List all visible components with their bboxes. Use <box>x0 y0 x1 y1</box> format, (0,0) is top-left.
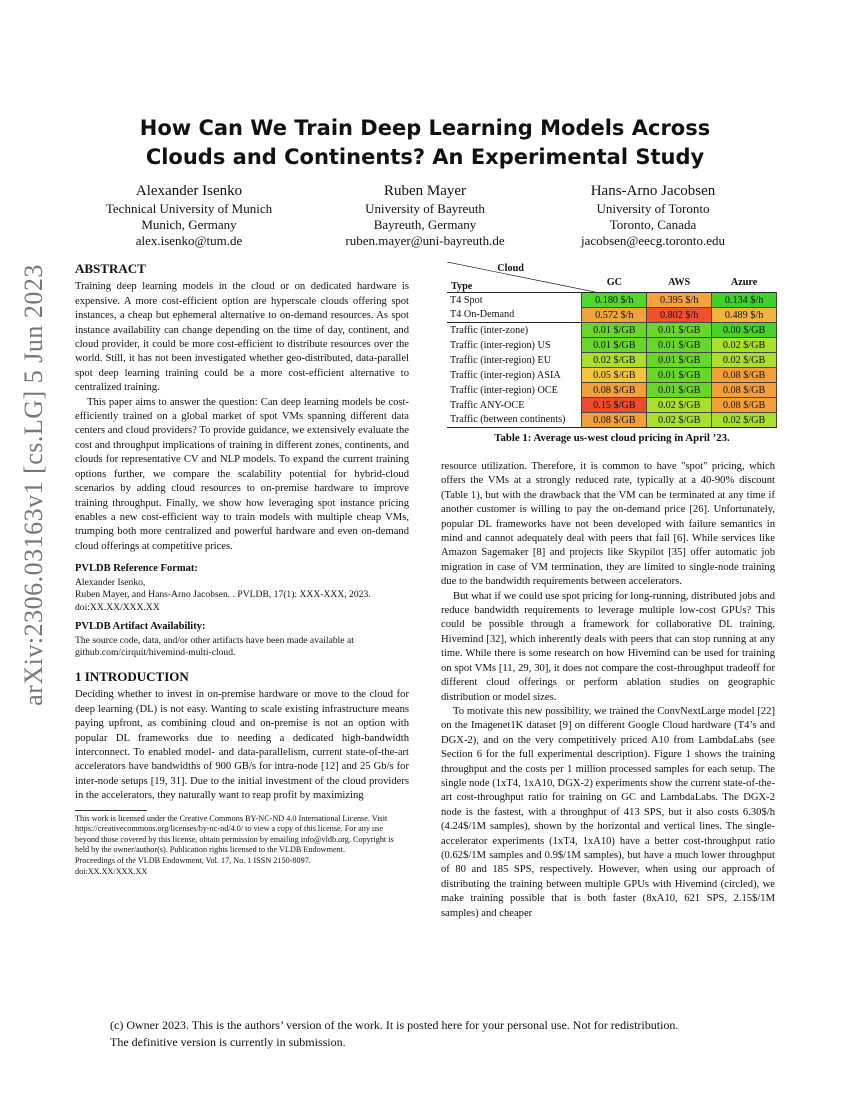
abstract-heading: ABSTRACT <box>75 261 146 276</box>
price-cell: 0.05 $/GB <box>582 368 647 383</box>
author-location: Bayreuth, Germany <box>373 217 477 232</box>
price-cell: 0.01 $/GB <box>582 338 647 353</box>
price-cell: 0.02 $/GB <box>582 353 647 368</box>
introduction-heading: 1 INTRODUCTION <box>75 668 189 684</box>
row-label: Traffic (inter-region) EU <box>450 354 552 366</box>
author-block-2 <box>300 183 550 249</box>
right-paragraph-2: But what if we could use spot pricing for long-running, distributed jobs and reduce bandwidth requirements to leverage multiple low-cost GPUs? This could be possible through a framework for collaborative DL training, Hivemind [32], which inherently deals with peers that can stop running at any time. While there is some research on how Hivemind can be used for training on spot VMs [11, 29, 30], it does not compare the cost-throughput tradeoff for different cloud offerings or perform ablation studies on geographic distribution or model sizes. <box>441 590 775 703</box>
license-footnote: This work is licensed under the Creative Commons BY-NC-ND 4.0 International License. Visit https://creativecommons.org/licenses/by-nc-nd/4.0/ to view a copy of this license. For any use beyond those covered by this license, obtain permission by emailing info@vldb.org. Copyright is held by the owner/author(s). Publication rights licensed to the VLDB Endowment. <box>75 813 394 855</box>
left-column <box>75 262 409 877</box>
table-body <box>447 293 777 428</box>
row-label: Traffic ANY-OCE <box>450 399 525 411</box>
introduction-paragraph-1: Deciding whether to invest in on-premise hardware or move to the cloud for deep learning (DL) is not easy. Wanting to scale existing infrastructure means paying upfront, as combining cloud and on-premise is not an option with popular DL frameworks due to needing a dedicated high-bandwidth interconnect. To enabled model- and data-parallelism, current state-of-the-art accelerators have bandwidths of 900 GB/s for intra-node [12] and 25 Gb/s for inter-node setups [19, 31]. Due to the initial investment of the cloud providers in the accelerators, they naturally want to reap profit by maximizing <box>75 689 409 802</box>
table-row <box>447 398 777 413</box>
table-corner-cell <box>447 262 582 293</box>
table-row <box>447 338 777 353</box>
price-cell: 0.572 $/h <box>582 308 647 323</box>
author-name: Ruben Mayer <box>383 183 467 199</box>
bottom-notice-line-2: The definitive version is currently in submission. <box>110 1035 346 1049</box>
author-email[interactable]: ruben.mayer@uni-bayreuth.de <box>345 233 505 248</box>
pricing-table-figure <box>447 262 777 444</box>
price-cell: 0.01 $/GB <box>582 323 647 338</box>
price-cell: 0.02 $/GB <box>712 353 777 368</box>
row-label: Traffic (inter-zone) <box>447 323 582 338</box>
price-cell: 0.489 $/h <box>712 308 777 323</box>
abstract-paragraph-2: This paper aims to answer the question: Can deep learning models be cost-efficiently trained on a global market of spot VMs spanning different data centers and cloud providers? To provide guidance, we extensively evaluate the cost and throughput implications of training in different zones, continents, and clouds for representative CV and NLP models. To expand the current training options further, we compare the scalability potential for hybrid-cloud scenarios by adding cloud resources to on-premise hardware to improve training throughput. Finally, we show how leveraging spot instance pricing enables a new cost-efficient way to train models with multiple cheap VMs, trumping both more centralized and powerful hardware and even on-demand cloud offerings at competitive prices. <box>75 396 409 552</box>
author-email[interactable]: alex.isenko@tum.de <box>135 233 243 248</box>
price-cell: 0.02 $/GB <box>647 398 712 413</box>
price-cell: 0.02 $/GB <box>712 413 777 428</box>
table-row <box>447 323 777 338</box>
corner-label-type: Type <box>451 281 473 292</box>
column-header: GC <box>606 277 622 288</box>
table-row <box>447 368 777 383</box>
right-paragraph-1: resource utilization. Therefore, it is common to have "spot" pricing, which offers the VMs at a strongly reduced rate, typically at a 40-90% discount (Table 1), but with the drawback that the VM can be terminated at any time if another customer is willing to pay the on-demand price [26]. Unfortunately, popular DL frameworks have not been developed with failure semantics in mind and cannot adequately deal with peers that fail [6]. While services like Amazon Sagemaker [8] and projects like Skypilot [35] offer automatic job migration in case of VM termination, they are limited to single-node training due to the bandwidth requirements between accelerators. <box>441 461 775 588</box>
pricing-table <box>447 262 777 428</box>
column-header: AWS <box>668 277 691 288</box>
right-paragraph-3: To motivate this new possibility, we trained the ConvNextLarge model [22] on the Imagenet1K dataset [9] on different Google Cloud hardware (T4’s and DGX-2), and on the very competitively priced A10 from LambdaLabs (see Section 6 for the full experimental description). Figure 1 shows the training throughput and the costs per 1 million processed samples for each setup. The single node (1xT4, 1xA10, DGX-2) experiments show the current state-of-the-art cost-throughput ratio for training on GC and LambdaLabs. The DGX-2 node is the fastest, with a throughput of 413 SPS, but it also costs 6.30$/h (4.24$/1M samples), shown by the horizontal and vertical lines. The single-accelerator experiments (1xT4, 1xA10) have a better cost-throughput ratio (0.62$/1M samples and 0.9$/1M samples), but have a much lower throughput of 80 and 185 SPS, respectively. However, when using our approach of distributing the training between multiple GPUs with Hivemind (circled), we make training possible that is both faster (8xA10, 621 SPS, 2.15$/1M samples) and cheaper <box>441 705 775 919</box>
reference-format-line: Ruben Mayer, and Hans-Arno Jacobsen. . PVLDB, 17(1): XXX-XXX, 2023. <box>75 589 371 601</box>
table-row <box>447 383 777 398</box>
table-row <box>447 308 777 323</box>
artifact-heading: PVLDB Artifact Availability: <box>75 621 206 633</box>
corner-label-cloud: Cloud <box>497 263 524 274</box>
table-row <box>447 293 777 308</box>
price-cell: 0.02 $/GB <box>712 338 777 353</box>
author-location: Toronto, Canada <box>609 217 697 232</box>
author-affiliation: University of Toronto <box>596 201 710 216</box>
reference-format-heading: PVLDB Reference Format: <box>75 563 198 575</box>
row-label: Traffic (inter-region) OCE <box>450 384 558 396</box>
price-cell: 0.01 $/GB <box>647 368 712 383</box>
bottom-notice-line-1: (c) Owner 2023. This is the authors’ version of the work. It is posted here for your personal use. Not for redistribution. <box>110 1018 679 1032</box>
author-name: Hans-Arno Jacobsen <box>590 183 716 199</box>
title-line-2: Clouds and Continents? An Experimental Study <box>145 145 705 169</box>
price-cell: 0.08 $/GB <box>712 383 777 398</box>
table-row <box>447 413 777 428</box>
price-cell: 0.08 $/GB <box>712 368 777 383</box>
author-block-3 <box>528 183 778 249</box>
column-header: Azure <box>730 277 758 288</box>
row-label: Traffic (between continents) <box>447 413 582 428</box>
price-cell: 0.01 $/GB <box>647 353 712 368</box>
artifact-text: The source code, data, and/or other artifacts have been made available at github.com/cirquit/hivemind-multi-cloud. <box>75 634 354 659</box>
right-column <box>441 460 775 921</box>
price-cell: 0.134 $/h <box>712 293 777 308</box>
price-cell: 0.01 $/GB <box>647 338 712 353</box>
price-cell: 0.15 $/GB <box>582 398 647 413</box>
author-name: Alexander Isenko <box>135 183 243 199</box>
table-caption: Table 1: Average us-west cloud pricing in April ’23. <box>494 432 730 444</box>
bottom-notice <box>110 1017 750 1051</box>
reference-format <box>75 562 409 614</box>
price-cell: 0.01 $/GB <box>647 323 712 338</box>
proceedings-footnote: Proceedings of the VLDB Endowment, Vol. 17, No. 1 ISSN 2150-8097. <box>75 855 311 865</box>
price-cell: 0.02 $/GB <box>647 413 712 428</box>
author-block-1 <box>64 183 314 249</box>
price-cell: 0.08 $/GB <box>582 413 647 428</box>
author-affiliation: Technical University of Munich <box>105 201 273 216</box>
price-cell: 0.802 $/h <box>647 308 712 323</box>
row-label: T4 Spot <box>447 293 582 308</box>
author-email[interactable]: jacobsen@eecg.toronto.edu <box>580 233 726 248</box>
price-cell: 0.00 $/GB <box>712 323 777 338</box>
price-cell: 0.08 $/GB <box>712 398 777 413</box>
table-header-row <box>447 262 777 293</box>
price-cell: 0.395 $/h <box>647 293 712 308</box>
row-label: Traffic (inter-region) US <box>450 339 551 351</box>
arxiv-sidebar <box>14 264 54 706</box>
table-row <box>447 353 777 368</box>
row-label: T4 On-Demand <box>450 309 515 321</box>
artifact-availability <box>75 620 409 660</box>
title-line-1: How Can We Train Deep Learning Models Across <box>139 116 711 140</box>
reference-format-line: Alexander Isenko, <box>75 576 146 588</box>
price-cell: 0.01 $/GB <box>647 383 712 398</box>
abstract-paragraph-1: Training deep learning models in the cloud or on dedicated hardware is expensive. A more cost-efficient option are hyperscale clouds offering spot instances, a cheap but ephemeral alternative to on-demand resources. As spot instance availability can change depending on the time of day, continent, and cloud provider, it could be more cost-efficient to distribute resources over the world. Still, it has not been investigated whether geo-distributed, data-parallel spot deep learning training could be a more cost-efficient alternative to centralized training. <box>75 281 409 394</box>
author-affiliation: University of Bayreuth <box>365 201 485 216</box>
price-cell: 0.08 $/GB <box>582 383 647 398</box>
row-label: Traffic (inter-region) ASIA <box>450 369 561 381</box>
reference-format-doi: doi:XX.XX/XXX.XX <box>75 601 160 613</box>
author-location: Munich, Germany <box>141 217 237 232</box>
footnote-rule <box>75 810 147 811</box>
arxiv-identifier: arXiv:2306.03163v1 [cs.LG] 5 Jun 2023 <box>19 264 48 706</box>
paper-title <box>80 114 770 172</box>
price-cell: 0.180 $/h <box>582 293 647 308</box>
doi-footnote: doi:XX.XX/XXX.XX <box>75 866 148 876</box>
